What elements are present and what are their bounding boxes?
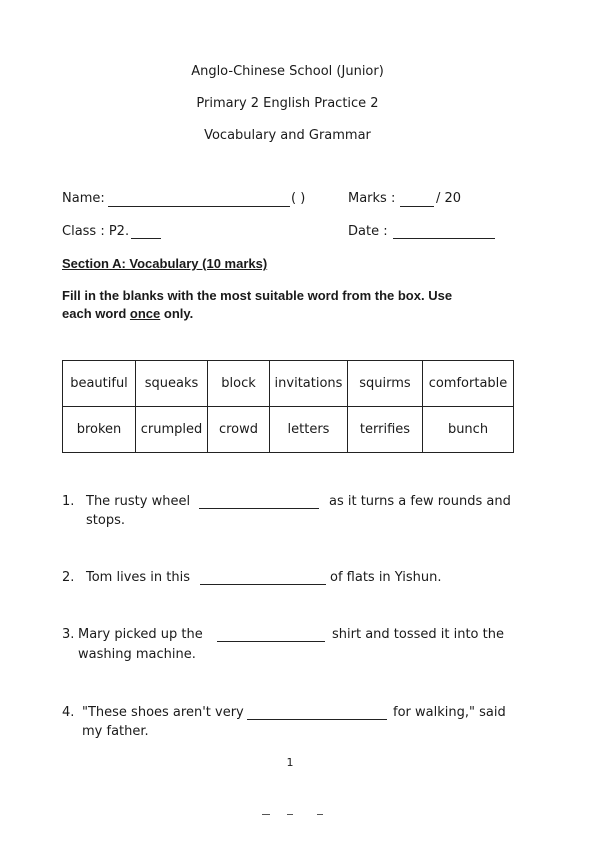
instruction-line-1: Fill in the blanks with the most suitable word from the box. Use <box>62 288 453 303</box>
school-name: Anglo-Chinese School (Junior) <box>191 64 384 79</box>
instruction-text: each word <box>62 306 127 321</box>
answer-blank-2[interactable] <box>200 583 326 585</box>
marks-blank[interactable] <box>400 205 434 207</box>
instruction-once: once <box>129 306 161 321</box>
word-cell: letters <box>270 407 348 453</box>
word-cell: broken <box>63 407 136 453</box>
question-number: 2. <box>62 570 75 585</box>
scan-mark <box>317 813 323 815</box>
word-cell: terrifies <box>348 407 423 453</box>
date-label: Date : <box>348 224 388 239</box>
question-text: The rusty wheel <box>86 494 191 509</box>
question-text: stops. <box>86 513 125 528</box>
index-parentheses: ( ) <box>291 191 306 206</box>
date-blank[interactable] <box>393 237 495 239</box>
scan-mark <box>287 813 293 815</box>
instruction-text-end: only. <box>163 306 194 321</box>
section-title: Section A: Vocabulary (10 marks) <box>62 256 268 271</box>
question-text: as it turns a few rounds and <box>329 494 511 509</box>
question-number: 1. <box>62 494 75 509</box>
word-cell: squirms <box>348 361 423 407</box>
word-box-row <box>63 407 514 453</box>
class-label: Class : P2. <box>62 224 130 239</box>
marks-total: / 20 <box>436 191 462 206</box>
question-text: washing machine. <box>78 647 196 662</box>
word-cell: bunch <box>423 407 514 453</box>
word-cell: invitations <box>270 361 348 407</box>
instruction-line-2 <box>62 306 193 321</box>
question-text: of flats in Yishun. <box>330 570 442 585</box>
word-box-row <box>63 361 514 407</box>
page-number: 1 <box>286 756 294 769</box>
word-cell: squeaks <box>136 361 208 407</box>
marks-label: Marks : <box>348 191 396 206</box>
paper-subject: Vocabulary and Grammar <box>204 128 371 143</box>
question-number: 4. <box>62 705 75 720</box>
question-text: shirt and tossed it into the <box>332 627 504 642</box>
word-cell: beautiful <box>63 361 136 407</box>
question-text: for walking," said <box>393 705 506 720</box>
question-text: Tom lives in this <box>86 570 191 585</box>
word-box <box>62 360 514 453</box>
word-cell: block <box>208 361 270 407</box>
question-text: "These shoes aren't very <box>82 705 244 720</box>
scan-mark <box>262 813 270 815</box>
name-label: Name: <box>62 191 105 206</box>
question-number: 3. <box>62 627 75 642</box>
answer-blank-3[interactable] <box>217 640 325 642</box>
name-blank[interactable] <box>108 205 290 207</box>
question-text: Mary picked up the <box>78 627 203 642</box>
word-cell: comfortable <box>423 361 514 407</box>
answer-blank-1[interactable] <box>199 507 319 509</box>
answer-blank-4[interactable] <box>247 718 387 720</box>
paper-title: Primary 2 English Practice 2 <box>196 96 379 111</box>
word-cell: crumpled <box>136 407 208 453</box>
word-cell: crowd <box>208 407 270 453</box>
class-blank[interactable] <box>131 237 161 239</box>
question-text: my father. <box>82 724 149 739</box>
